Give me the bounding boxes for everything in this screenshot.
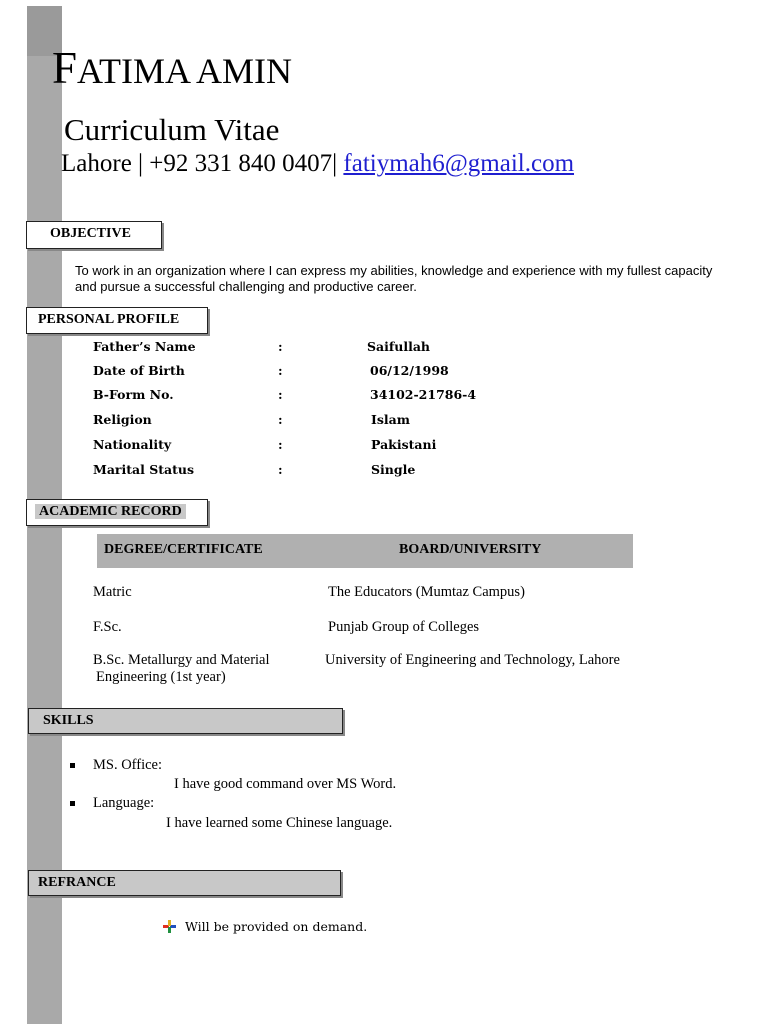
skill-detail: I have learned some Chinese language. <box>166 815 393 831</box>
name-rest: ATIMA AMIN <box>77 51 293 91</box>
contact-line <box>61 150 574 178</box>
bullet-icon <box>70 763 75 768</box>
profile-separator: : <box>278 412 283 427</box>
personal-profile-heading-label: PERSONAL PROFILE <box>38 312 180 327</box>
academic-record-heading-label: ACADEMIC RECORD <box>35 504 186 519</box>
reference-text: Will be provided on demand. <box>185 919 368 934</box>
contact-info: Lahore | +92 331 840 0407| <box>61 150 338 177</box>
skills-heading-label: SKILLS <box>43 713 94 728</box>
profile-separator: : <box>278 387 283 402</box>
email-link[interactable]: fatiymah6@gmail.com <box>343 150 575 177</box>
profile-separator: : <box>278 437 283 452</box>
personal-profile-heading <box>26 307 208 334</box>
profile-label: B-Form No. <box>93 387 174 402</box>
profile-value: Islam <box>371 412 410 427</box>
skills-heading <box>28 708 343 734</box>
skill-detail: I have good command over MS Word. <box>174 776 397 792</box>
bullet-icon <box>70 801 75 806</box>
document-subtitle: Curriculum Vitae <box>64 112 280 147</box>
profile-label: Marital Status <box>93 462 195 477</box>
profile-value: Single <box>371 462 416 477</box>
column-header-degree: DEGREE/CERTIFICATE <box>104 542 263 557</box>
academic-record-heading <box>26 499 208 526</box>
profile-separator: : <box>278 462 283 477</box>
profile-value: Saifullah <box>367 339 431 354</box>
board-cell: University of Engineering and Technology, Lahore <box>325 652 620 668</box>
objective-heading <box>26 221 162 249</box>
profile-value: 34102-21786-4 <box>370 387 477 402</box>
degree-cell-continued: Engineering (1st year) <box>96 669 226 685</box>
board-cell: Punjab Group of Colleges <box>328 619 480 635</box>
reference-heading-label: REFRANCE <box>38 875 116 890</box>
academic-table-header <box>97 534 633 568</box>
profile-value: 06/12/1998 <box>370 363 449 378</box>
profile-label: Father’s Name <box>93 339 196 354</box>
objective-heading-label: OBJECTIVE <box>50 226 131 241</box>
skill-title: MS. Office: <box>93 757 163 773</box>
reference-heading <box>28 870 341 896</box>
profile-label: Date of Birth <box>93 363 185 378</box>
full-name <box>52 43 293 93</box>
degree-cell: Matric <box>93 584 132 600</box>
skill-title: Language: <box>93 795 155 811</box>
degree-cell: F.Sc. <box>93 619 122 635</box>
profile-label: Religion <box>93 412 152 427</box>
profile-value: Pakistani <box>371 437 437 452</box>
degree-cell: B.Sc. Metallurgy and Material <box>93 652 270 668</box>
board-cell: The Educators (Mumtaz Campus) <box>328 584 525 600</box>
profile-separator: : <box>278 339 283 354</box>
four-color-bullet-icon <box>163 920 176 933</box>
column-header-board: BOARD/UNIVERSITY <box>399 542 542 557</box>
objective-text: To work in an organization where I can express my abilities, knowledge and experience with my fullest capacity and pursue a successful challenging and productive career. <box>75 263 713 294</box>
name-initial: F <box>52 43 78 93</box>
profile-label: Nationality <box>93 437 172 452</box>
profile-separator: : <box>278 363 283 378</box>
